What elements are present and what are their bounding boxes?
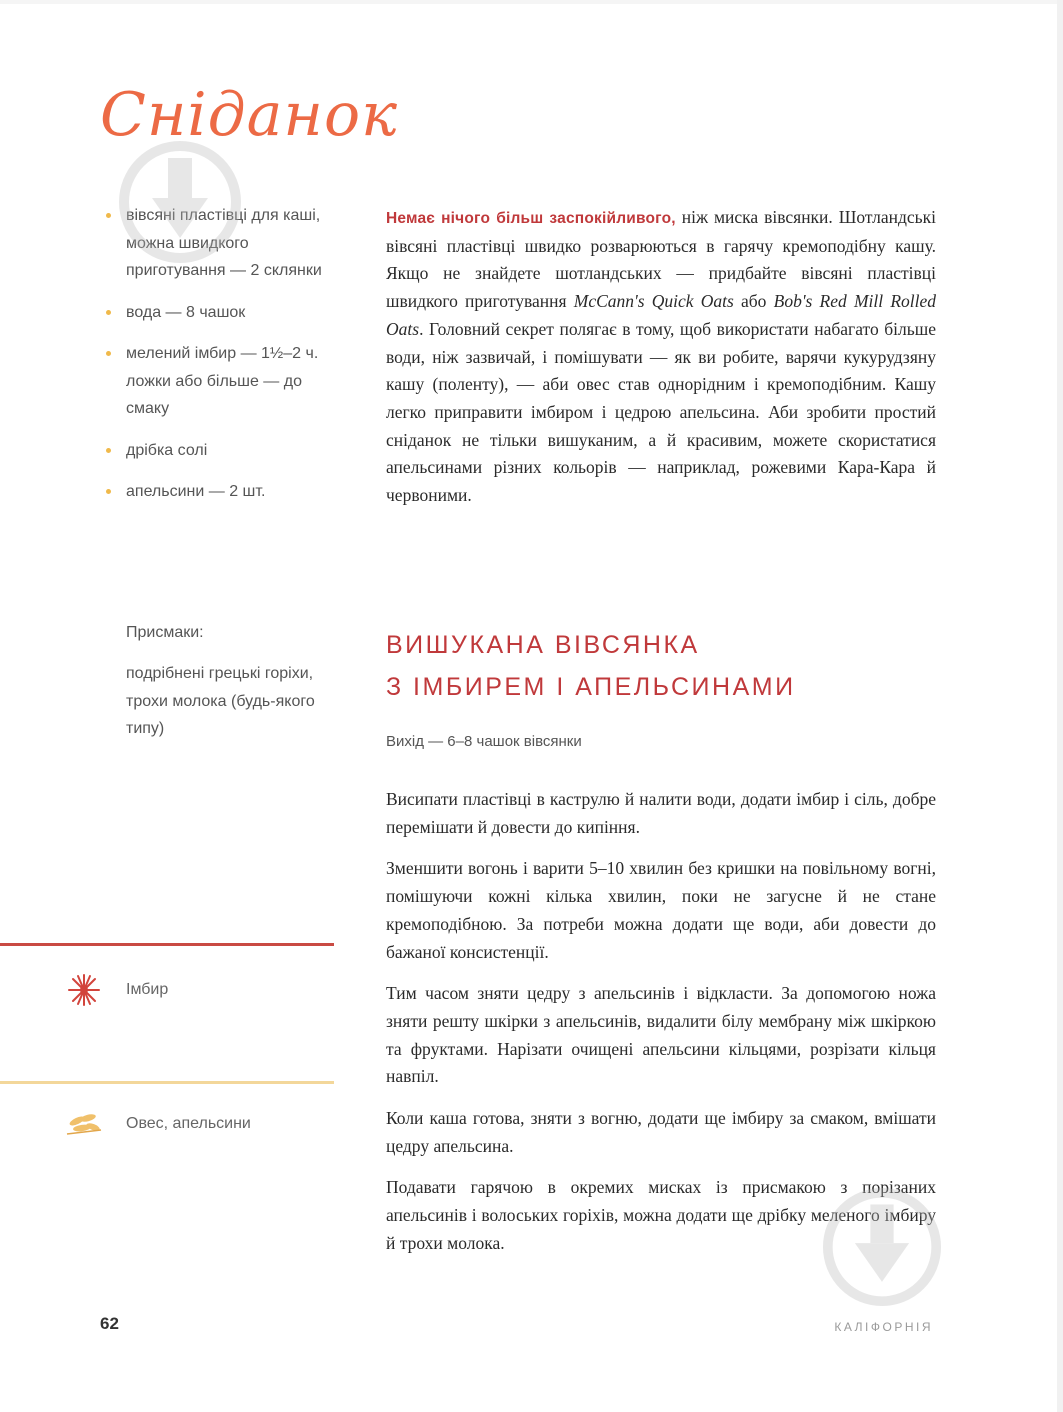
toppings-text: подрібнені грецькі горіхи, трохи молока (будь-якого типу) (126, 665, 315, 737)
bullet-icon (106, 351, 111, 356)
page-top-edge (0, 0, 1063, 4)
recipe-title (386, 624, 946, 708)
recipe-title-line: ВИШУКАНА ВІВСЯНКА (386, 631, 700, 659)
bullet-icon (106, 213, 111, 218)
page-number: 62 (100, 1314, 119, 1333)
recipe-yield: Вихід — 6–8 чашок вівсянки (386, 733, 582, 750)
toppings-block (126, 620, 336, 743)
bullet-icon (106, 448, 111, 453)
brand-name: Bob's Red Mill Rolled Oats (386, 291, 937, 339)
bullet-icon (106, 489, 111, 494)
ingredient-item (104, 299, 334, 327)
recipe-step: Коли каша готова, зняти з вогню, додати ще імбиру за смаком, вмішати цедру апельсина. (386, 1108, 936, 1156)
download-watermark-icon (822, 1185, 942, 1309)
recipe-title-line: З ІМБИРЕМ І АПЕЛЬСИНАМИ (386, 673, 796, 701)
ingredient-item (104, 437, 334, 465)
category-ginger (64, 972, 168, 1008)
recipe-step: Подавати гарячою в окремих мисках із присмакою з порізаних апельсинів і волоських горіхів, можна додати ще дрібку меленого імбиру й трохи молока. (386, 1177, 936, 1253)
intro-text: . Головний секрет полягає в тому, щоб використати набагато більше води, ніж зазвичай, і помішувати — як ви робите, варячи кукурудзяну кашу (поленту), — аби овес став однорідним і кремоподібним. Кашу легко приправити імбиром і цедрою апельсина. Аби зробити простий сніданок не тільки вишуканим, а й красивим, можете скористатися апельсинами різних кольорів — наприклад, рожевими Кара-Кара й червоними. (386, 318, 936, 506)
toppings-heading: Присмаки: (126, 624, 204, 641)
intro-paragraph (386, 204, 936, 510)
category-oats (64, 1106, 251, 1142)
ingredient-text: апельсини — 2 шт. (126, 483, 266, 500)
intro-lead: Немає нічого більш заспокійливого, (386, 210, 676, 227)
ingredient-text: вода — 8 чашок (126, 303, 246, 321)
bullet-icon (106, 310, 111, 315)
download-watermark-icon (118, 140, 242, 264)
ingredient-text: вівсяні пластівці для каші, можна швидкого приготування — 2 склянки (126, 207, 322, 279)
running-head: КАЛІФОРНІЯ (834, 1320, 933, 1334)
divider-red (0, 943, 334, 946)
recipe-step: Висипати пластівці в каструлю й налити води, додати імбир і сіль, добре перемішати й довести до кипіння. (386, 789, 936, 837)
intro-text: або (733, 291, 774, 312)
ingredient-text: мелений імбир — 1½–2 ч. ложки або більше — до смаку (126, 345, 319, 417)
divider-yellow (0, 1081, 334, 1084)
category-label: Овес, апельсини (126, 1115, 251, 1132)
recipe-step: Зменшити вогонь і варити 5–10 хвилин без кришки на повільному вогні, помішуючи кожні кілька хвилин, поки не загусне й не стане кремоподібною. За потреби можна додати ще води, аби довести до бажаної консистенції. (386, 858, 936, 962)
section-title: Сніданок (100, 80, 398, 150)
ingredient-item (104, 340, 334, 423)
intro-text: ніж миска вівсянки. Шотландські вівсяні пластівці швидко розварюються в гарячу кремоподібну кашу. Якщо не знайдете шотландських — придбайте вівсяні пластівці швидкого приготування (386, 207, 936, 312)
ingredient-item (104, 478, 334, 506)
ginger-flower-icon (64, 972, 104, 1008)
page-right-edge (1057, 0, 1063, 1412)
oats-icon (64, 1106, 104, 1142)
brand-name: McCann's Quick Oats (573, 291, 734, 312)
category-label: Імбир (126, 981, 169, 998)
ingredient-text: дрібка солі (126, 441, 208, 459)
recipe-step: Тим часом зняти цедру з апельсинів і відкласти. За допомогою ножа зняти решту шкірки з апельсинів, видалити білу мембрану між шкіркою та фруктами. Нарізати очищені апельсини кільцями, розрізати кільця навпіл. (386, 983, 936, 1087)
